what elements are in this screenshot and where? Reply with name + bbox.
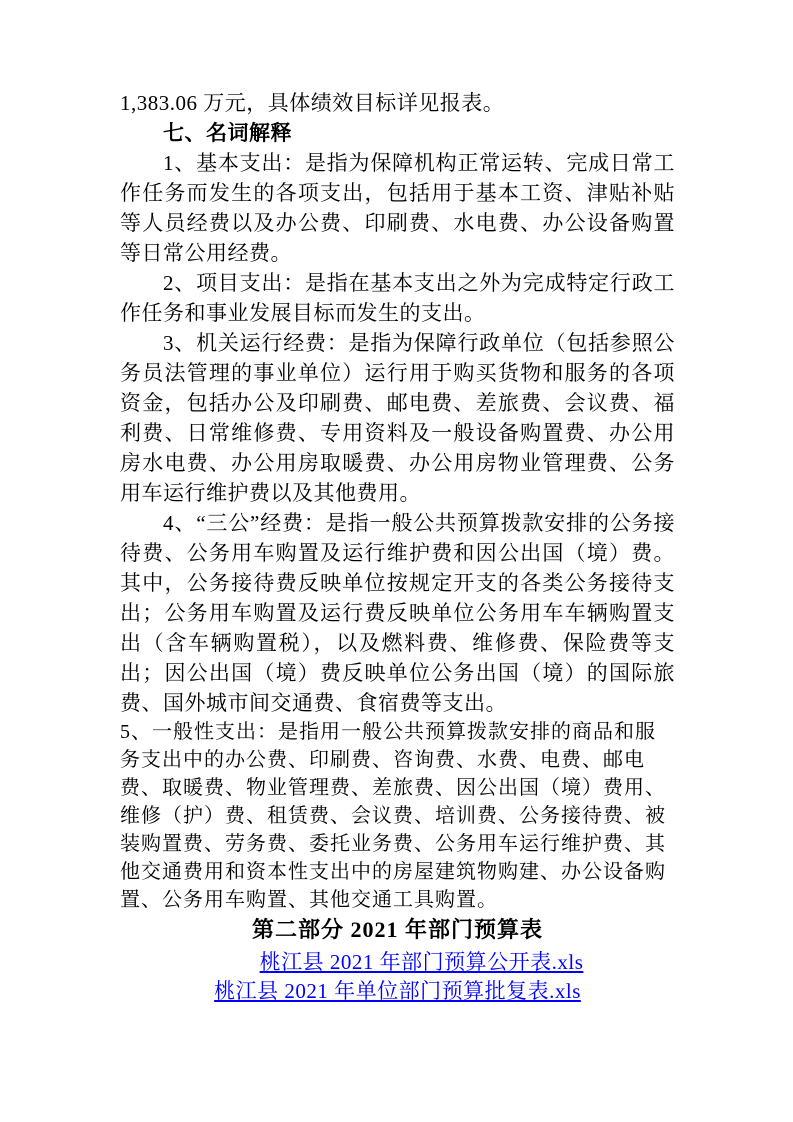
term-three-public-funds: 4、“三公”经费：是指一般公共预算拨款安排的公务接待费、公务用车购置及运行维护费和因公出国（境）费。其中，公务接待费反映单位按规定开支的各类公务接待支出；公务用车购置及运行费反映单位公务用车车辆购置支出（含车辆购置税），以及燃料费、维修费、保险费等支出；因公出国（境）费反映单位公务出国（境）的国际旅费、国外城市间交通费、食宿费等支出。 [120,511,675,715]
budget-public-table-link[interactable]: 桃江县 2021 年部门预算公开表.xls [259,950,584,974]
section-heading-glossary: 七、名词解释 [163,121,292,145]
budget-approval-table-link[interactable]: 桃江县 2021 年单位部门预算批复表.xls [214,979,581,1003]
paragraph-continuation: 1,383.06 万元，具体绩效目标详见报表。 [120,91,505,115]
term-basic-expenditure: 1、基本支出：是指为保障机构正常运转、完成日常工作任务而发生的各项支出，包括用于基本工资、津贴补贴等人员经费以及办公费、印刷费、水电费、办公设备购置等日常公用经费。 [120,151,675,265]
term-agency-operating-funds: 3、机关运行经费：是指为保障行政单位（包括参照公务员法管理的事业单位）运行用于购买货物和服务的各项资金，包括办公及印刷费、邮电费、差旅费、会议费、福利费、日常维修费、专用资料及一般设备购置费、办公用房水电费、办公用房取暖费、办公用房物业管理费、公务用车运行维护费以及其他费用。 [120,331,675,505]
term-project-expenditure: 2、项目支出：是指在基本支出之外为完成特定行政工作任务和事业发展目标而发生的支出。 [120,271,675,325]
part2-heading: 第二部分 2021 年部门预算表 [251,917,543,942]
attachment-links [120,948,675,1006]
term-general-expenditure: 5、一般性支出：是指用一般公共预算拨款安排的商品和服务支出中的办公费、印刷费、咨询费、水费、电费、邮电费、取暖费、物业管理费、差旅费、因公出国（境）费用、维修（护）费、租赁费、会议费、培训费、公务接待费、被装购置费、劳务费、委托业务费、公务用车运行维护费、其他交通费用和资本性支出中的房屋建筑物购建、办公设备购置、公务用车购置、其他交通工具购置。 [120,721,666,911]
